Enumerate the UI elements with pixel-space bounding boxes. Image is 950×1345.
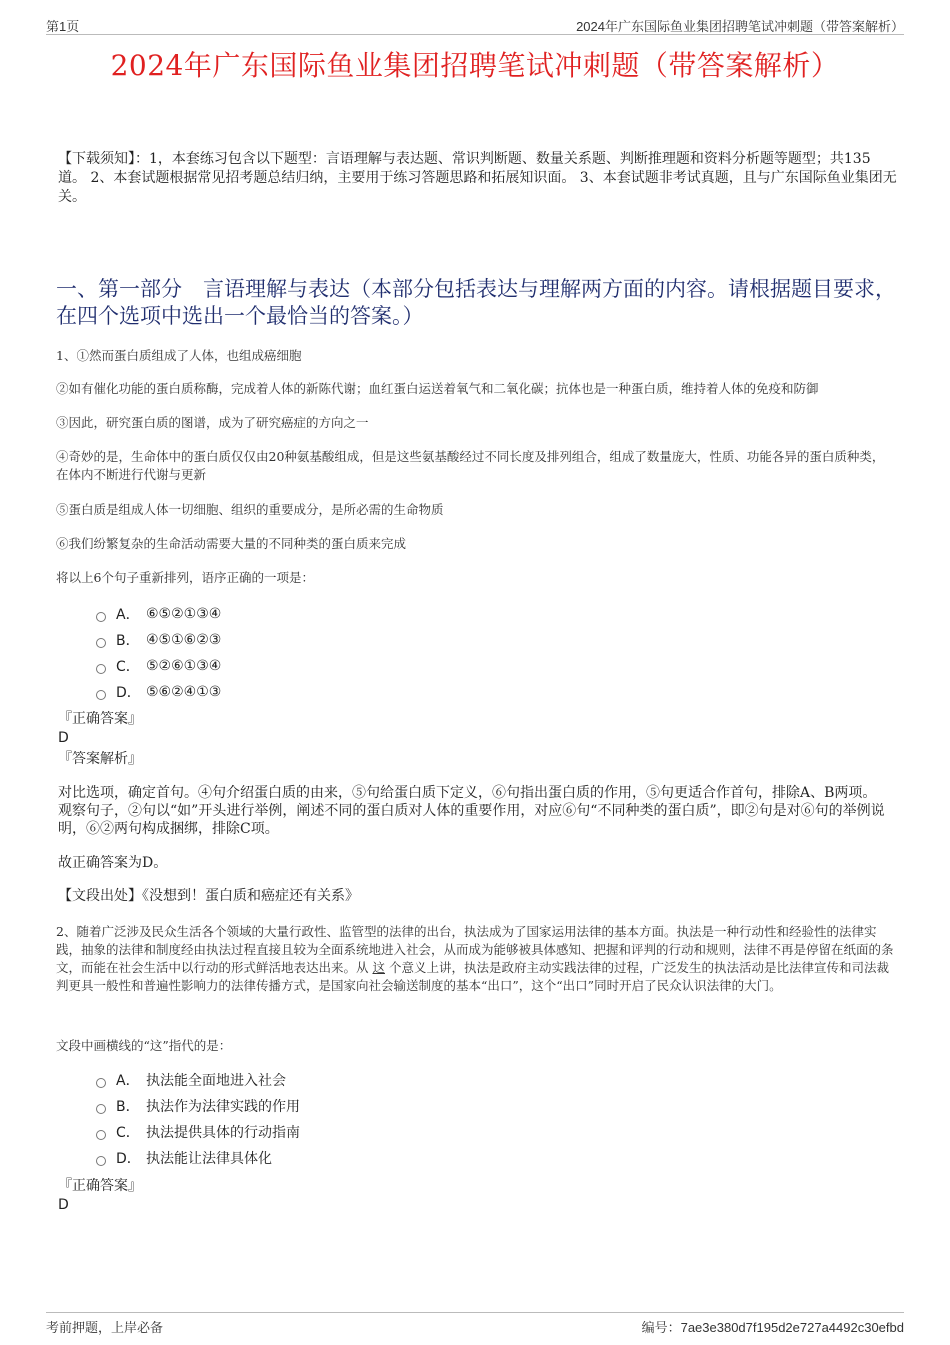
q2-option-d[interactable]: D． 执法能让法律具体化 bbox=[96, 1145, 300, 1171]
q1-answer-label: 『正确答案』 bbox=[58, 711, 142, 727]
q1-source: 【文段出处】《没想到！蛋白质和癌症还有关系》 bbox=[58, 888, 359, 904]
footer-slogan: 考前押题，上岸必备 bbox=[46, 1320, 164, 1335]
q1-analysis-label: 『答案解析』 bbox=[58, 751, 142, 767]
page-footer bbox=[46, 1312, 904, 1335]
q1-sentence-4: ④奇妙的是，生命体中的蛋白质仅仅由20种氨基酸组成，但是这些氨基酸经过不同长度及排列组合，组成了数量庞大，性质、功能各异的蛋白质种类，在体内不断进行代谢与更新 bbox=[56, 449, 885, 482]
radio-icon[interactable] bbox=[96, 1104, 106, 1114]
radio-icon[interactable] bbox=[96, 1078, 106, 1088]
download-notice: 【下载须知】：1，本套练习包含以下题型：言语理解与表达题、常识判断题、数量关系题、判断推理题和资料分析题等题型；共135道。 2、本套试题根据常见招考题总结归纳，主要用于练习答题思路和拓展知识面。 3、本套试题非考试真题，且与广东国际鱼业集团无关。 bbox=[58, 151, 897, 205]
footer-code: 编号：7ae3e380d7f195d2e727a4492c30efbd bbox=[641, 1320, 904, 1335]
radio-icon[interactable] bbox=[96, 1156, 106, 1166]
q1-option-b[interactable]: B． ④⑤①⑥②③ bbox=[96, 627, 221, 653]
q1-sentence-2: ②如有催化功能的蛋白质称酶，完成着人体的新陈代谢；血红蛋白运送着氧气和二氧化碳；抗体也是一种蛋白质，维持着人体的免疫和防御 bbox=[56, 381, 819, 396]
q2-option-a[interactable]: A． 执法能全面地进入社会 bbox=[96, 1067, 300, 1093]
q1-option-d[interactable]: D． ⑤⑥②④①③ bbox=[96, 679, 221, 705]
page-header bbox=[46, 14, 904, 35]
q2-option-b[interactable]: B． 执法作为法律实践的作用 bbox=[96, 1093, 300, 1119]
section-heading: 一、第一部分 言语理解与表达（本部分包括表达与理解两方面的内容。请根据题目要求，在四个选项中选出一个最恰当的答案。） bbox=[56, 277, 896, 328]
q2-answer-label: 『正确答案』 bbox=[58, 1178, 142, 1194]
q2-passage: 2、随着广泛涉及民众生活各个领域的大量行政性、监管型的法律的出台，执法成为了国家运用法律的基本方面。执法是一种行动性和经验性的法律实践，抽象的法律和制度经由执法过程直接且较为全面系统地进入社会，从而成为能够被具体感知、把握和评判的行动和规则，法律不再是停留在纸面的条文，而能在社会生活中以行动的形式鲜活地表达出来。从 这 个意义上讲，执法是政府主动实践法律的过程，广泛发生的执法活动是比法律宣传和司法裁判更具一般性和普遍性影响力的法律传播方式，是国家向社会输送制度的基本“出口”，这个“出口”同时开启了民众认识法律的大门。 bbox=[56, 924, 894, 993]
q2-answer: D bbox=[58, 1197, 69, 1213]
q1-prompt: 将以上6个句子重新排列，语序正确的一项是： bbox=[56, 570, 314, 585]
q1-options bbox=[96, 601, 221, 705]
q1-sentence-1: 1、①然而蛋白质组成了人体，也组成癌细胞 bbox=[56, 348, 302, 363]
q1-sentence-5: ⑤蛋白质是组成人体一切细胞、组织的重要成分，是所必需的生命物质 bbox=[56, 502, 444, 517]
radio-icon[interactable] bbox=[96, 638, 106, 648]
q1-conclusion: 故正确答案为D。 bbox=[58, 855, 168, 871]
q1-option-c[interactable]: C． ⑤②⑥①③④ bbox=[96, 653, 221, 679]
q1-sentence-3: ③因此，研究蛋白质的图谱，成为了研究癌症的方向之一 bbox=[56, 415, 369, 430]
page-number: 第1页 bbox=[46, 19, 80, 34]
q2-option-c[interactable]: C． 执法提供具体的行动指南 bbox=[96, 1119, 300, 1145]
page-title: 2024年广东国际鱼业集团招聘笔试冲刺题（带答案解析） bbox=[110, 49, 840, 82]
q1-answer: D bbox=[58, 730, 69, 746]
q2-options bbox=[96, 1067, 300, 1171]
q1-analysis: 对比选项，确定首句。④句介绍蛋白质的由来，⑤句给蛋白质下定义，⑥句指出蛋白质的作用，⑤句更适合作首句，排除A、B两项。观察句子，②句以“如”开头进行举例，阐述不同的蛋白质对人体的重要作用，对应⑥句“不同种类的蛋白质”，即②句是对⑥句的举例说明，⑥②两句构成捆绑，排除C项。 bbox=[58, 785, 885, 837]
q1-option-a[interactable]: A． ⑥⑤②①③④ bbox=[96, 601, 221, 627]
q2-prompt: 文段中画横线的“这”指代的是： bbox=[56, 1038, 232, 1053]
header-doc-title: 2024年广东国际鱼业集团招聘笔试冲刺题（带答案解析） bbox=[576, 19, 904, 34]
radio-icon[interactable] bbox=[96, 690, 106, 700]
q2-underlined-word: 这 bbox=[372, 960, 385, 975]
radio-icon[interactable] bbox=[96, 664, 106, 674]
q1-sentence-6: ⑥我们纷繁复杂的生命活动需要大量的不同种类的蛋白质来完成 bbox=[56, 536, 407, 551]
radio-icon[interactable] bbox=[96, 612, 106, 622]
radio-icon[interactable] bbox=[96, 1130, 106, 1140]
